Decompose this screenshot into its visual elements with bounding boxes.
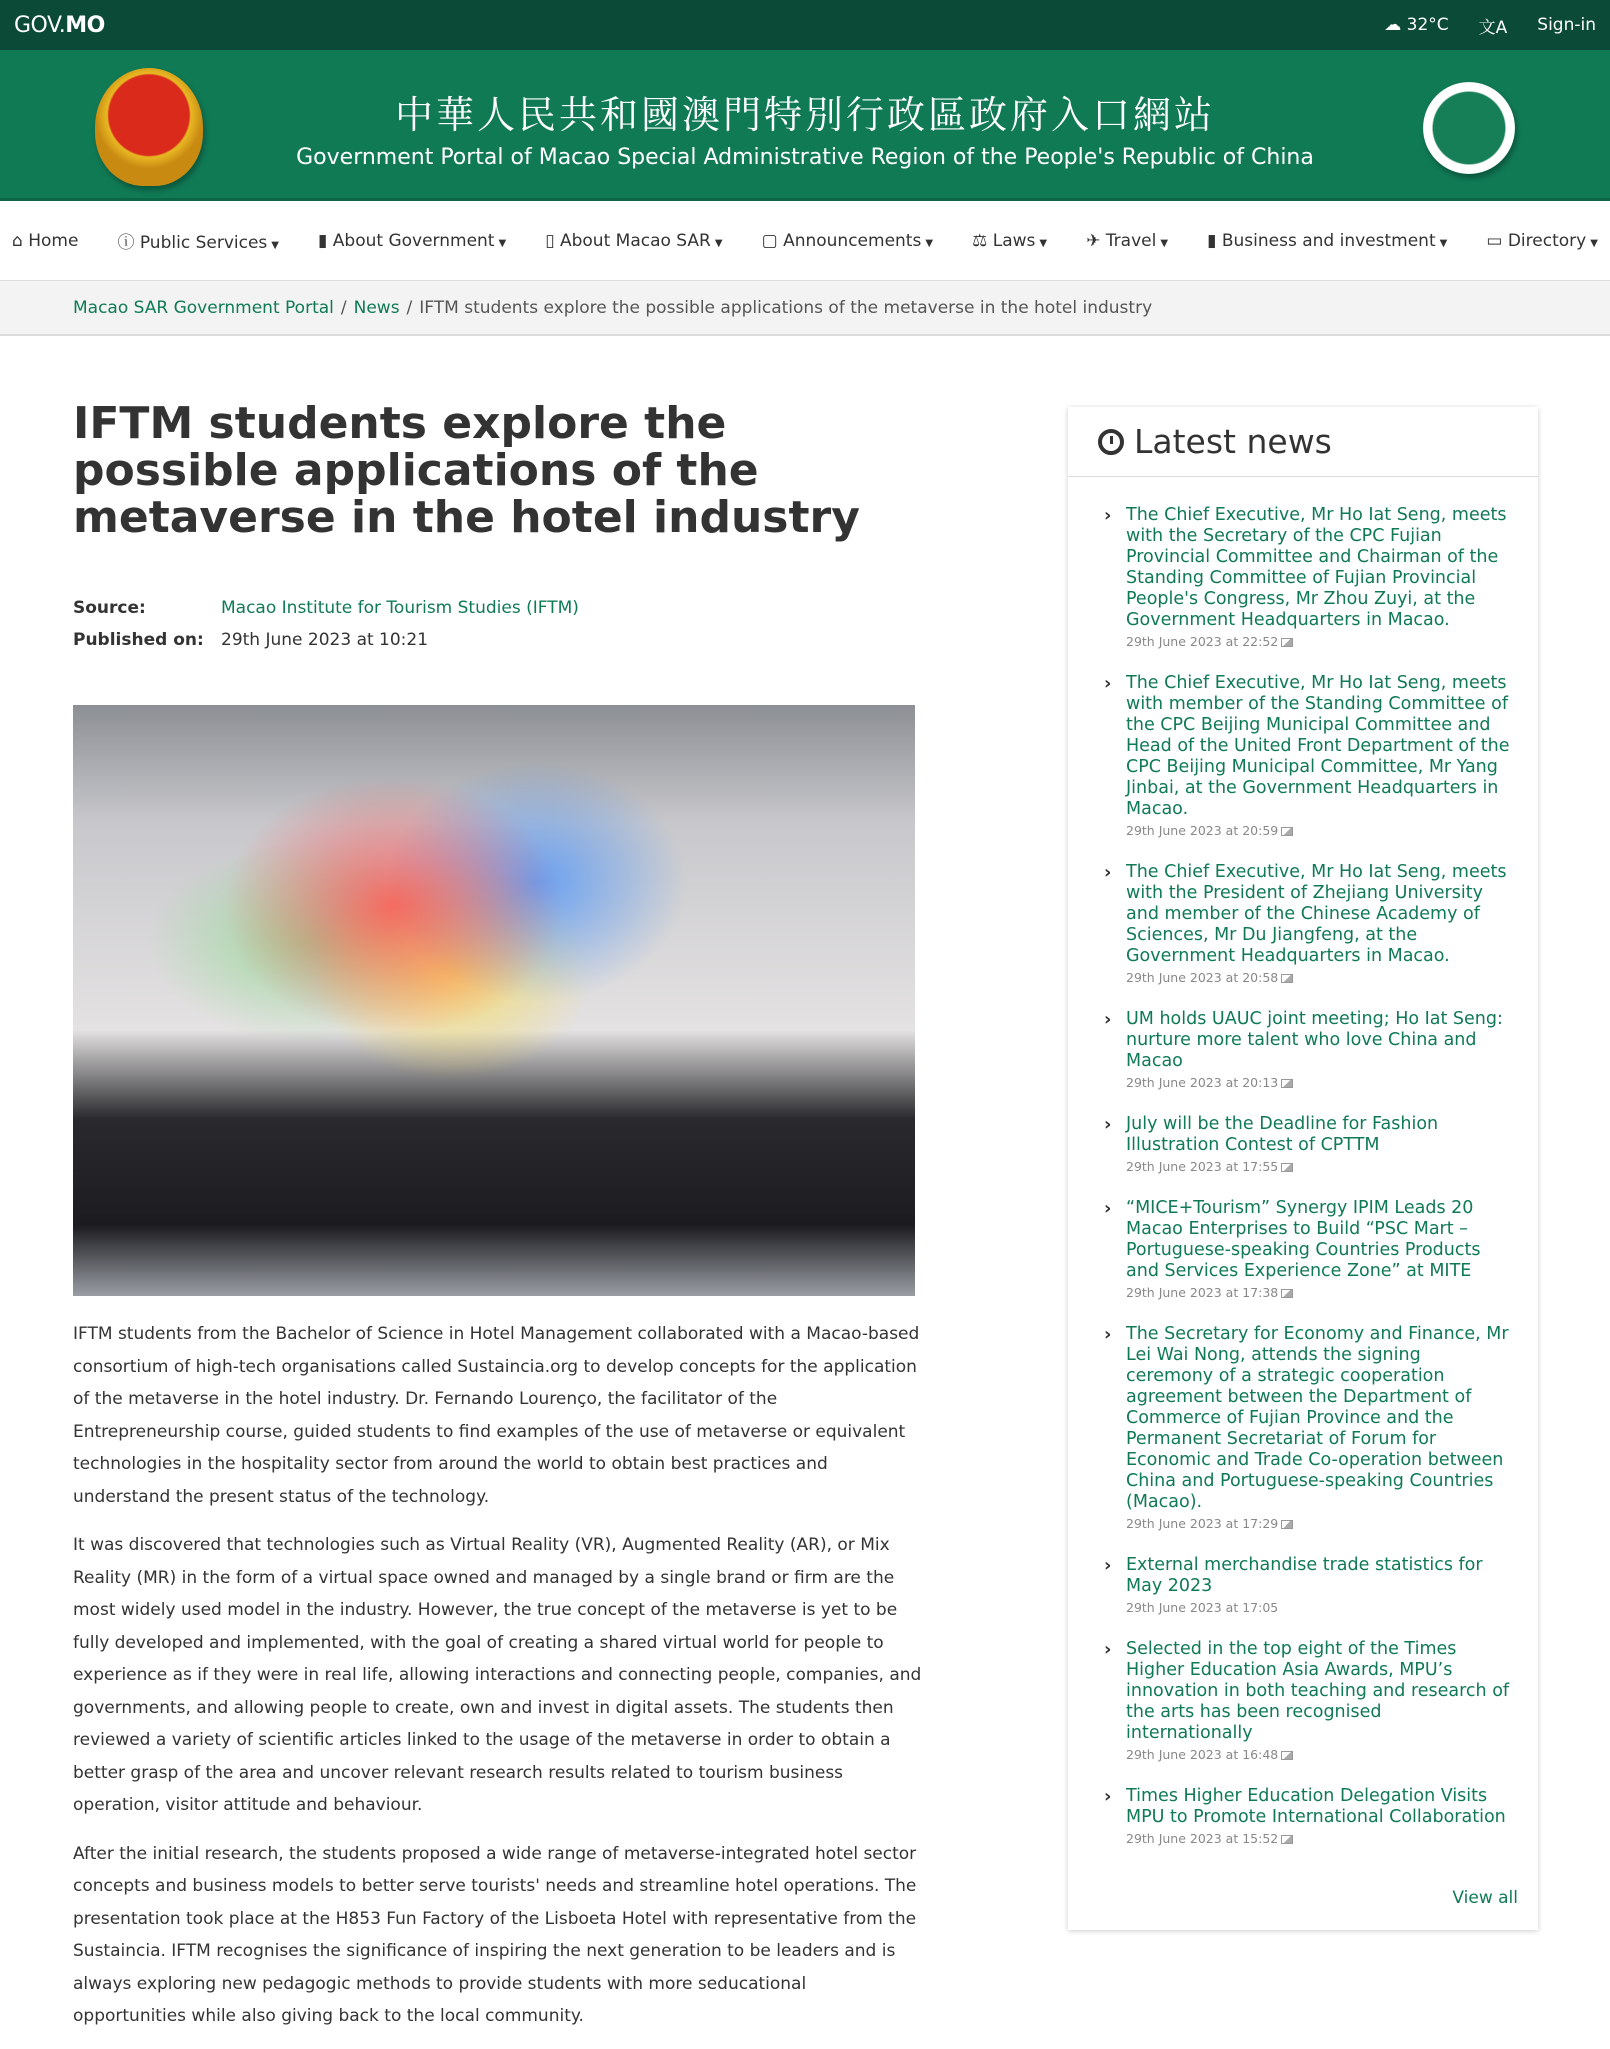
news-item xyxy=(1104,1639,1510,1762)
news-item-date xyxy=(1126,970,1510,985)
news-item-link[interactable]: Times Higher Education Delegation Visits MPU to Promote International Collaboration xyxy=(1126,1786,1506,1827)
gov-mo-logo[interactable] xyxy=(14,13,105,38)
breadcrumb-home[interactable]: Macao SAR Government Portal xyxy=(73,297,334,318)
nav-label: Public Services xyxy=(139,233,268,253)
chevron-right-icon: › xyxy=(1104,1114,1112,1135)
article-title: IFTM students explore the possible applications of the metaverse in the hotel industry xyxy=(73,398,860,543)
nav-item-about-macao-sar[interactable] xyxy=(545,231,722,251)
nav-item-home[interactable] xyxy=(12,231,78,251)
clock-icon xyxy=(1098,429,1124,455)
chevron-right-icon: › xyxy=(1104,1324,1112,1345)
main-nav xyxy=(0,201,1610,281)
nav-icon: ▢ xyxy=(761,230,778,251)
news-item xyxy=(1104,1786,1510,1846)
date-text: 29th June 2023 at 17:55 xyxy=(1126,1159,1279,1174)
news-item-link[interactable]: External merchandise trade statistics for May 2023 xyxy=(1126,1555,1483,1596)
caret-down-icon: ▼ xyxy=(1160,237,1169,249)
date-text: 29th June 2023 at 17:05 xyxy=(1126,1600,1279,1615)
source-label: Source: xyxy=(73,598,146,618)
latest-news-panel xyxy=(1068,407,1538,1930)
nav-item-public-services[interactable] xyxy=(117,228,279,253)
chevron-right-icon: › xyxy=(1104,1555,1112,1576)
news-item-link[interactable]: The Chief Executive, Mr Ho Iat Seng, meets with the Secretary of the CPC Fujian Provincial Committee and Chairman of the Standing Committee of Fujian Provincial People's Congress, Mr Zhou Zuyi, at the Government Headquarters in Macao. xyxy=(1126,505,1507,630)
news-item-link[interactable]: The Chief Executive, Mr Ho Iat Seng, meets with the President of Zhejiang University and member of the Chinese Academy of Sciences, Mr Du Jiangfeng, at the Government Headquarters in Macao. xyxy=(1126,862,1507,966)
nav-icon: ⓘ xyxy=(117,233,135,253)
nav-icon: ⌂ xyxy=(12,230,23,251)
caret-down-icon: ▼ xyxy=(714,237,723,249)
banner-title-chinese[interactable]: 中華人民共和國澳門特別行政區政府入口網站 xyxy=(394,93,1215,137)
news-item-link[interactable]: July will be the Deadline for Fashion Illustration Contest of CPTTM xyxy=(1126,1114,1439,1155)
news-item-date xyxy=(1126,823,1510,838)
date-text: 29th June 2023 at 20:13 xyxy=(1126,1075,1279,1090)
news-item-link[interactable]: “MICE+Tourism” Synergy IPIM Leads 20 Macao Enterprises to Build “PSC Mart – Portuguese-speaking Countries Products and Services Experience Zone” at MITE xyxy=(1126,1198,1481,1281)
latest-news-header xyxy=(1068,407,1538,477)
temperature: 32°C xyxy=(1406,15,1449,35)
breadcrumb xyxy=(0,281,1610,336)
caret-down-icon: ▼ xyxy=(1590,237,1598,249)
news-item xyxy=(1104,1114,1510,1174)
nav-icon: ▭ xyxy=(1486,230,1503,251)
news-list xyxy=(1068,477,1538,1846)
chevron-right-icon: › xyxy=(1104,1009,1112,1030)
prc-national-emblem xyxy=(95,68,203,186)
cloud-icon: ☁ xyxy=(1384,15,1402,35)
chevron-right-icon: › xyxy=(1104,505,1112,526)
banner-title-english[interactable]: Government Portal of Macao Special Administrative Region of the People's Republic of China xyxy=(296,145,1314,170)
article-meta xyxy=(73,592,579,656)
chevron-right-icon: › xyxy=(1104,1198,1112,1219)
news-item-link[interactable]: UM holds UAUC joint meeting; Ho Iat Seng: nurture more talent who love China and Macao xyxy=(1126,1009,1503,1071)
nav-icon: ⚖ xyxy=(972,230,988,251)
news-item-date xyxy=(1126,1516,1510,1531)
header-banner xyxy=(0,50,1610,201)
sign-in-link[interactable]: Sign-in xyxy=(1537,15,1596,35)
source-link[interactable]: Macao Institute for Tourism Studies (IFTM) xyxy=(221,598,579,618)
nav-icon: ✈ xyxy=(1086,230,1101,251)
caret-down-icon: ▼ xyxy=(498,237,507,249)
weather[interactable] xyxy=(1384,15,1448,35)
caret-down-icon: ▼ xyxy=(271,240,279,251)
logo-text-bold: MO xyxy=(65,12,105,38)
nav-item-announcements[interactable] xyxy=(762,231,933,251)
news-item xyxy=(1104,862,1510,985)
nav-label: Home xyxy=(28,230,79,251)
news-item-date xyxy=(1126,1159,1510,1174)
news-item xyxy=(1104,1009,1510,1090)
news-item-link[interactable]: Selected in the top eight of the Times Higher Education Asia Awards, MPU’s innovation in both teaching and research of the arts has been recognised internationally xyxy=(1126,1639,1510,1743)
image-icon xyxy=(1281,1520,1293,1529)
news-item-date xyxy=(1126,1831,1510,1846)
translate-icon[interactable]: 文A xyxy=(1478,17,1508,38)
news-item-link[interactable]: The Chief Executive, Mr Ho Iat Seng, meets with member of the Standing Committee of the CPC Beijing Municipal Committee and Head of the United Front Department of the CPC Beijing Municipal Committee, Mr Yang Jinbai, at the Government Headquarters in Macao. xyxy=(1126,673,1510,819)
date-text: 29th June 2023 at 16:48 xyxy=(1126,1747,1279,1762)
nav-icon: ▯ xyxy=(545,230,555,251)
latest-news-title: Latest news xyxy=(1134,422,1332,461)
published-date: 29th June 2023 at 10:21 xyxy=(221,630,429,650)
image-icon xyxy=(1281,827,1293,836)
breadcrumb-separator: / xyxy=(340,297,347,318)
news-item xyxy=(1104,1324,1510,1531)
nav-item-laws[interactable] xyxy=(972,231,1047,251)
macao-regional-emblem xyxy=(1423,82,1515,174)
nav-label: About Government xyxy=(332,230,495,251)
nav-label: Laws xyxy=(992,230,1036,251)
article-paragraph: It was discovered that technologies such as Virtual Reality (VR), Augmented Reality (AR), or Mix Reality (MR) in the form of a virtual space owned and managed by a single brand or firm are the most widely used model in the industry. However, the true concept of the metaverse is yet to be fully developed and implemented, with the goal of creating a shared virtual world for people to experience as if they were in real life, allowing interactions and connecting people, companies, and governments, and allowing people to create, own and invest in digital assets. The students then reviewed a variety of scientific articles linked to the usage of the metaverse in order to obtain a better grasp of the area and uncover relevant research results related to tourism business operation, visitor attitude and behaviour. xyxy=(73,1535,922,1815)
nav-label: About Macao SAR xyxy=(559,230,711,251)
news-item-link[interactable]: The Secretary for Economy and Finance, Mr Lei Wai Nong, attends the signing ceremony of a strategic cooperation agreement between the Department of Commerce of Fujian Province and the Permanent Secretariat of Forum for Economic and Trade Co-operation between China and Portuguese-speaking Countries (Macao). xyxy=(1126,1324,1509,1512)
date-text: 29th June 2023 at 20:58 xyxy=(1126,970,1279,985)
article-photo[interactable] xyxy=(73,705,915,1296)
date-text: 29th June 2023 at 22:52 xyxy=(1126,634,1279,649)
image-icon xyxy=(1281,1751,1293,1760)
top-bar xyxy=(0,0,1610,50)
news-item-date xyxy=(1126,1747,1510,1762)
image-icon xyxy=(1281,638,1293,647)
article-paragraph: After the initial research, the students proposed a wide range of metaverse-integrated hotel sector concepts and business models to better serve tourists' needs and streamline hotel operations. The presentation took place at the H853 Fun Factory of the Lisboeta Hotel with representative from the Sustaincia. IFTM recognises the significance of inspiring the next generation to be leaders and is always exploring new pedagogic methods to provide students with more seducational opportunities while also giving back to the local community. xyxy=(73,1843,917,2026)
caret-down-icon: ▼ xyxy=(1439,237,1448,249)
date-text: 29th June 2023 at 17:38 xyxy=(1126,1285,1279,1300)
image-icon xyxy=(1281,974,1293,983)
image-icon xyxy=(1281,1835,1293,1844)
nav-item-about-government[interactable] xyxy=(318,231,506,251)
news-item xyxy=(1104,505,1510,649)
breadcrumb-separator: / xyxy=(406,297,413,318)
chevron-right-icon: › xyxy=(1104,1786,1112,1807)
article-paragraph: IFTM students from the Bachelor of Science in Hotel Management collaborated with a Macao-based consortium of high-tech organisations called Sustaincia.org to develop concepts for the application of the metaverse in the hotel industry. Dr. Fernando Lourenço, the facilitator of the Entrepreneurship course, guided students to find examples of the use of metaverse or equivalent technologies in the hospitality sector from around the world to obtain best practices and understand the present status of the technology. xyxy=(73,1324,920,1507)
date-text: 29th June 2023 at 20:59 xyxy=(1126,823,1279,838)
image-icon xyxy=(1281,1163,1293,1172)
chevron-right-icon: › xyxy=(1104,673,1112,694)
date-text: 29th June 2023 at 15:52 xyxy=(1126,1831,1279,1846)
news-item-date xyxy=(1126,1285,1510,1300)
published-label: Published on: xyxy=(73,630,204,650)
nav-label: Travel xyxy=(1105,230,1157,251)
nav-icon: ▮ xyxy=(318,230,328,251)
news-item-date xyxy=(1126,1075,1510,1090)
nav-item-business-and-investment[interactable] xyxy=(1207,231,1447,251)
caret-down-icon: ▼ xyxy=(1039,237,1048,249)
nav-label: Announcements xyxy=(783,230,922,251)
chevron-right-icon: › xyxy=(1104,862,1112,883)
chevron-right-icon: › xyxy=(1104,1639,1112,1660)
nav-item-travel[interactable] xyxy=(1086,231,1168,251)
news-item xyxy=(1104,1198,1510,1300)
news-item-date xyxy=(1126,634,1510,649)
news-item xyxy=(1104,1555,1510,1615)
logo-text: GOV. xyxy=(14,12,66,38)
image-icon xyxy=(1281,1079,1293,1088)
caret-down-icon: ▼ xyxy=(925,237,934,249)
nav-label: Directory xyxy=(1507,230,1587,251)
date-text: 29th June 2023 at 17:29 xyxy=(1126,1516,1279,1531)
nav-icon: ▮ xyxy=(1207,230,1217,251)
view-all-link[interactable]: View all xyxy=(1452,1888,1518,1908)
news-item-date xyxy=(1126,1600,1510,1615)
news-item xyxy=(1104,673,1510,838)
nav-item-directory[interactable] xyxy=(1486,231,1598,251)
nav-label: Business and investment xyxy=(1221,230,1436,251)
image-icon xyxy=(1281,1289,1293,1298)
article-body xyxy=(73,1318,923,2049)
breadcrumb-current: IFTM students explore the possible applications of the metaverse in the hotel industry xyxy=(419,297,1153,318)
breadcrumb-news[interactable]: News xyxy=(353,297,400,318)
